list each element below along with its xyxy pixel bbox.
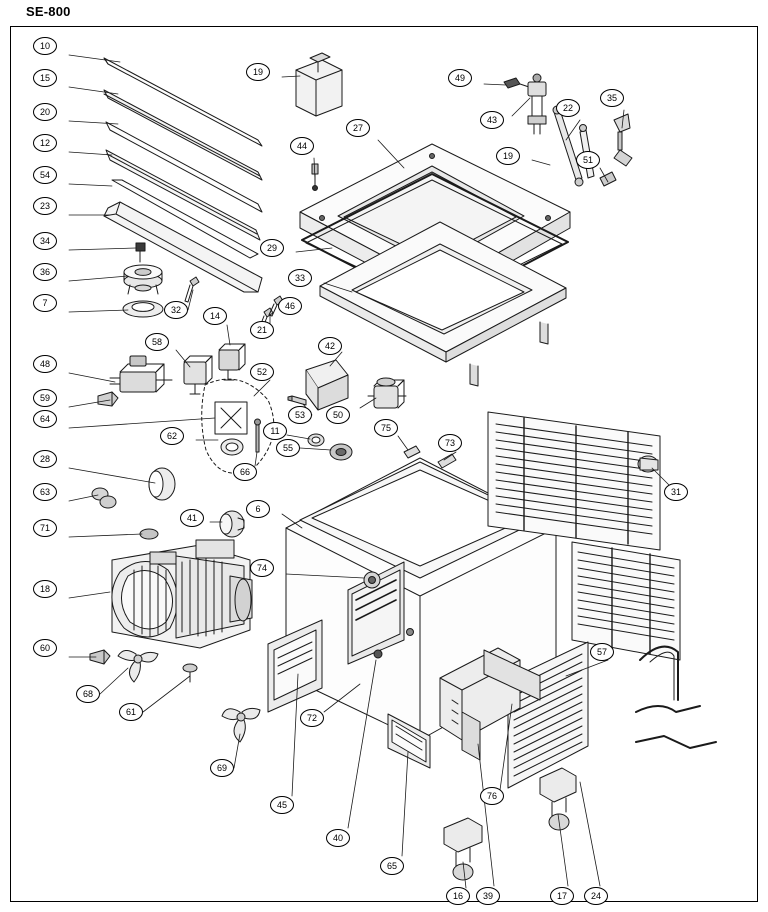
callout-balloon-15[interactable]: 15 (33, 69, 57, 87)
callout-balloon-23[interactable]: 23 (33, 197, 57, 215)
callout-balloon-68[interactable]: 68 (76, 685, 100, 703)
callout-balloon-44[interactable]: 44 (290, 137, 314, 155)
tube-parts-right (636, 647, 716, 748)
callout-balloon-75[interactable]: 75 (374, 419, 398, 437)
callout-balloon-53[interactable]: 53 (288, 406, 312, 424)
callout-balloon-14[interactable]: 14 (203, 307, 227, 325)
callout-balloon-41[interactable]: 41 (180, 509, 204, 527)
callout-balloon-66[interactable]: 66 (233, 463, 257, 481)
callout-balloon-43[interactable]: 43 (480, 111, 504, 129)
callout-balloon-18[interactable]: 18 (33, 580, 57, 598)
part-52 (288, 396, 306, 405)
part-48 (110, 356, 172, 392)
callout-balloon-72[interactable]: 72 (300, 709, 324, 727)
callout-balloon-32[interactable]: 32 (164, 301, 188, 319)
callout-balloon-64[interactable]: 64 (33, 410, 57, 428)
callout-balloon-33[interactable]: 33 (288, 269, 312, 287)
callout-balloon-10[interactable]: 10 (33, 37, 57, 55)
callout-balloon-73[interactable]: 73 (438, 434, 462, 452)
part-59 (98, 392, 118, 406)
callout-balloon-51[interactable]: 51 (576, 151, 600, 169)
part-36 (124, 265, 162, 294)
callout-balloon-52[interactable]: 52 (250, 363, 274, 381)
part-55 (330, 444, 352, 460)
part-71 (140, 529, 158, 539)
callout-balloon-11[interactable]: 11 (263, 422, 287, 440)
caster-17 (540, 768, 576, 830)
part-51 (600, 172, 616, 186)
callout-balloon-40[interactable]: 40 (326, 829, 350, 847)
part-43 (528, 74, 546, 134)
callout-balloon-36[interactable]: 36 (33, 263, 57, 281)
callout-balloon-45[interactable]: 45 (270, 796, 294, 814)
callout-balloon-63[interactable]: 63 (33, 483, 57, 501)
callout-balloon-19[interactable]: 19 (496, 147, 520, 165)
page-title: SE-800 (26, 4, 71, 19)
callout-balloon-42[interactable]: 42 (318, 337, 342, 355)
callout-balloon-17[interactable]: 17 (550, 887, 574, 905)
callout-balloon-65[interactable]: 65 (380, 857, 404, 875)
callout-balloon-39[interactable]: 39 (476, 887, 500, 905)
part-63 (92, 488, 116, 508)
callout-balloon-27[interactable]: 27 (346, 119, 370, 137)
part-32 (185, 277, 199, 302)
part-64 (202, 379, 274, 473)
part-68 (118, 650, 158, 682)
callout-balloon-29[interactable]: 29 (260, 239, 284, 257)
callout-balloon-20[interactable]: 20 (33, 103, 57, 121)
callout-balloon-57[interactable]: 57 (590, 643, 614, 661)
callout-balloon-48[interactable]: 48 (33, 355, 57, 373)
part-18-pump-motor (112, 540, 252, 648)
callout-balloon-28[interactable]: 28 (33, 450, 57, 468)
part-69 (222, 708, 260, 742)
callout-balloon-46[interactable]: 46 (278, 297, 302, 315)
louver-panel-upper (488, 412, 660, 550)
part-19b-cylinder (553, 106, 583, 186)
callout-balloon-16[interactable]: 16 (446, 887, 470, 905)
callout-balloon-31[interactable]: 31 (664, 483, 688, 501)
part-7 (123, 301, 163, 317)
callout-balloon-76[interactable]: 76 (480, 787, 504, 805)
callout-balloon-24[interactable]: 24 (584, 887, 608, 905)
part-41 (220, 511, 244, 537)
part-28 (149, 468, 175, 500)
part-42 (306, 360, 348, 410)
callout-balloon-54[interactable]: 54 (33, 166, 57, 184)
part-11 (308, 434, 324, 446)
caster-16 (444, 818, 482, 880)
callout-balloon-69[interactable]: 69 (210, 759, 234, 777)
callout-balloon-22[interactable]: 22 (556, 99, 580, 117)
part-66 (255, 419, 261, 452)
callout-balloon-12[interactable]: 12 (33, 134, 57, 152)
callout-balloon-55[interactable]: 55 (276, 439, 300, 457)
callout-balloon-59[interactable]: 59 (33, 389, 57, 407)
callout-balloon-6[interactable]: 6 (246, 500, 270, 518)
part-14 (219, 344, 245, 380)
callout-balloon-34[interactable]: 34 (33, 232, 57, 250)
callout-balloon-58[interactable]: 58 (145, 333, 169, 351)
part-19-reservoir (296, 53, 342, 116)
callout-balloon-7[interactable]: 7 (33, 294, 57, 312)
rail-parts (104, 58, 262, 292)
callout-balloon-19[interactable]: 19 (246, 63, 270, 81)
callout-balloon-71[interactable]: 71 (33, 519, 57, 537)
callout-balloon-61[interactable]: 61 (119, 703, 143, 721)
part-50 (368, 378, 406, 408)
callout-balloon-62[interactable]: 62 (160, 427, 184, 445)
part-73 (438, 454, 456, 468)
part-31 (638, 456, 658, 472)
part-34 (136, 243, 145, 262)
callout-balloon-49[interactable]: 49 (448, 69, 472, 87)
callout-balloon-21[interactable]: 21 (250, 321, 274, 339)
callout-balloon-50[interactable]: 50 (326, 406, 350, 424)
callout-balloon-35[interactable]: 35 (600, 89, 624, 107)
part-58 (184, 356, 212, 394)
callout-balloon-74[interactable]: 74 (250, 559, 274, 577)
callout-balloon-60[interactable]: 60 (33, 639, 57, 657)
